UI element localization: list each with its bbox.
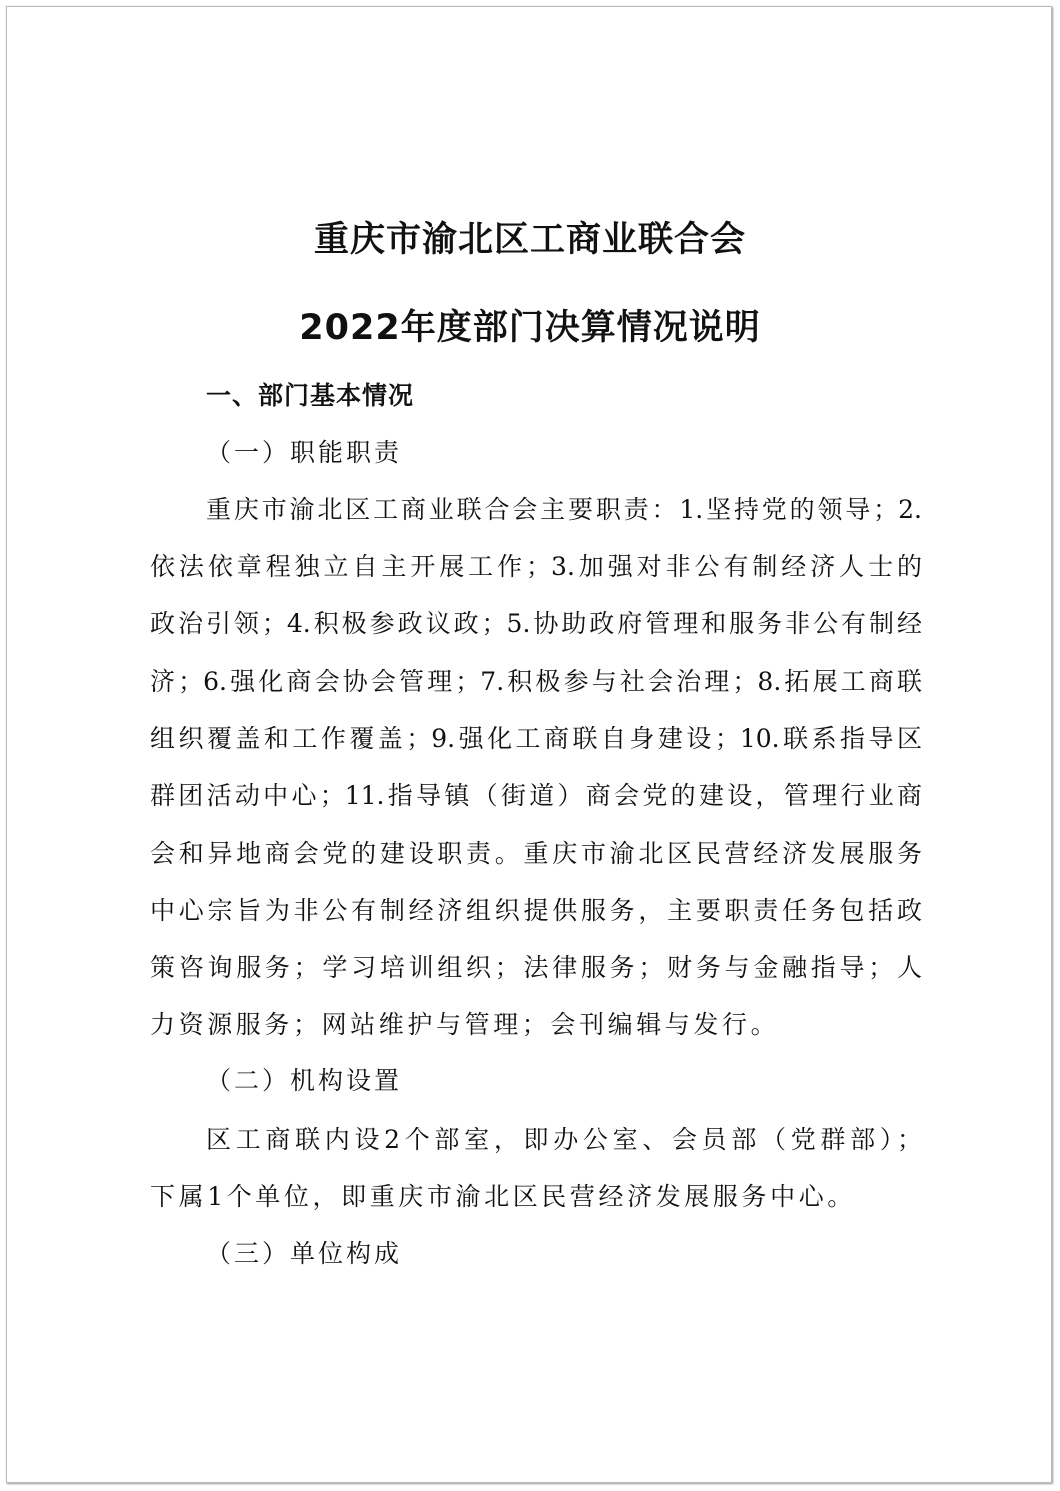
duties-paragraph-line: 中心宗旨为非公有制经济组织提供服务，主要职责任务包括政 xyxy=(150,896,922,925)
duties-paragraph-line: 力资源服务；网站维护与管理；会刊编辑与发行。 xyxy=(150,1010,780,1039)
document-subtitle: 2022年度部门决算情况说明 xyxy=(299,308,761,348)
duties-paragraph-line: 济；6.强化商会协会管理；7.积极参与社会治理；8.拓展工商联 xyxy=(150,667,922,696)
duties-paragraph-line: 组织覆盖和工作覆盖；9.强化工商联自身建设；10.联系指导区 xyxy=(150,724,922,753)
duties-paragraph-line: 政治引领；4.积极参政议政；5.协助政府管理和服务非公有制经 xyxy=(150,609,922,638)
subsection-heading-unit-composition: （三）单位构成 xyxy=(206,1239,403,1268)
organization-paragraph-line: 区工商联内设2个部室，即办公室、会员部（党群部）； xyxy=(206,1125,922,1154)
subsection-heading-duties: （一）职能职责 xyxy=(206,438,403,467)
document-title: 重庆市渝北区工商业联合会 xyxy=(313,220,746,260)
duties-paragraph-line: 群团活动中心；11.指导镇（街道）商会党的建设，管理行业商 xyxy=(150,781,922,810)
section-heading-basic-info: 一、部门基本情况 xyxy=(206,381,415,410)
duties-paragraph-line: 会和异地商会党的建设职责。重庆市渝北区民营经济发展服务 xyxy=(150,839,922,868)
duties-paragraph-line: 重庆市渝北区工商业联合会主要职责：1.坚持党的领导；2. xyxy=(206,495,922,524)
organization-paragraph-line: 下属1个单位，即重庆市渝北区民营经济发展服务中心。 xyxy=(150,1182,856,1211)
duties-paragraph-line: 策咨询服务；学习培训组织；法律服务；财务与金融指导；人 xyxy=(150,953,922,982)
duties-paragraph-line: 依法依章程独立自主开展工作；3.加强对非公有制经济人士的 xyxy=(150,552,922,581)
subsection-heading-organization: （二）机构设置 xyxy=(206,1066,403,1095)
